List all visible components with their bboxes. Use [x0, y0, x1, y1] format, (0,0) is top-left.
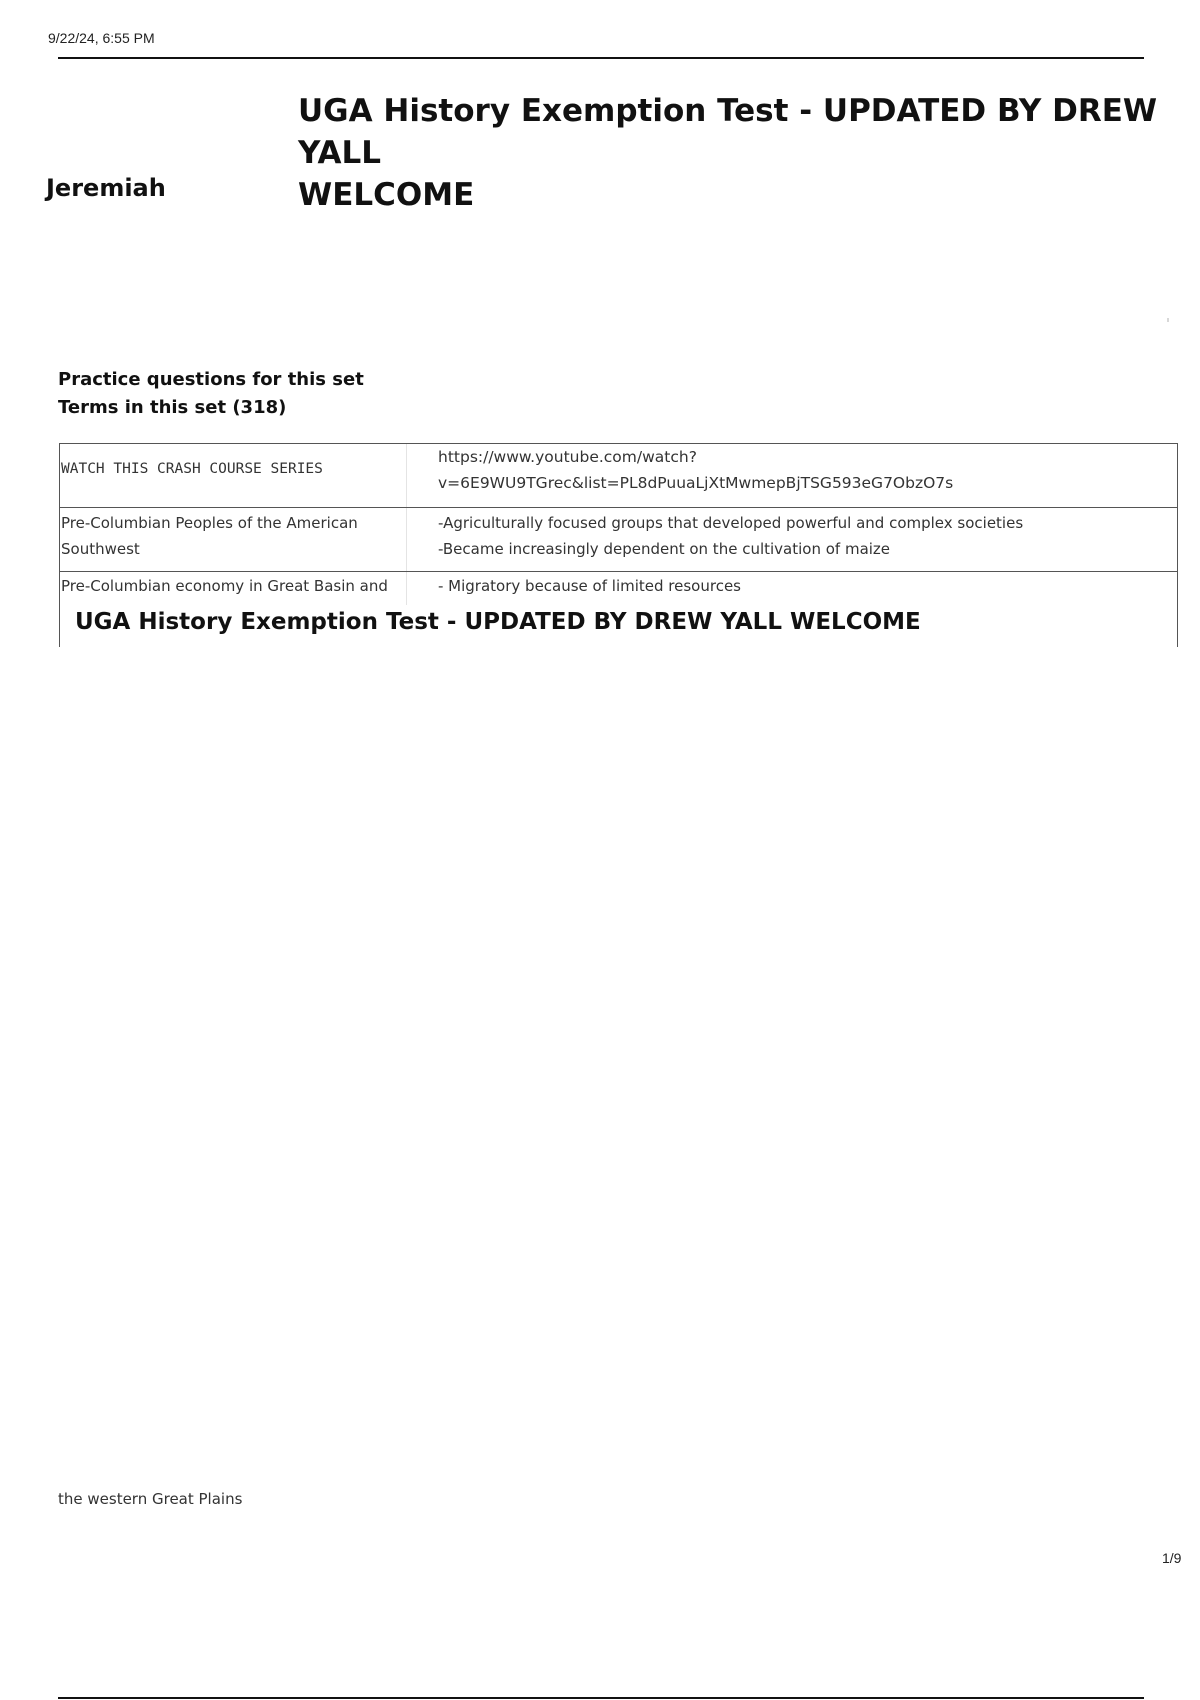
definition-cell [407, 572, 1177, 605]
repeated-page-title: UGA History Exemption Test - UPDATED BY DREW YALL WELCOME [75, 609, 921, 635]
table-row [60, 507, 1177, 571]
definition-link-line[interactable]: https://www.youtube.com/watch? [438, 448, 697, 466]
table-row [60, 571, 1177, 605]
definition-cell [407, 508, 1177, 571]
bottom-divider [58, 1697, 1144, 1699]
practice-questions-heading[interactable]: Practice questions for this set [58, 369, 364, 390]
definition-text: -Agriculturally focused groups that developed powerful and complex societies [438, 514, 1024, 532]
term-cell [60, 444, 407, 507]
term-text: Southwest [61, 540, 140, 558]
page-number: 1/9 [1162, 1550, 1182, 1566]
terms-table [59, 443, 1178, 647]
definition-link-line[interactable]: v=6E9WU9TGrec&list=PL8dPuuaLjXtMwmepBjTSG593eG7ObzO7s [438, 474, 954, 492]
definition-cell[interactable] [407, 444, 1177, 507]
continued-term-text: the western Great Plains [58, 1490, 243, 1508]
author-name: Jeremiah [46, 174, 166, 202]
term-text: WATCH THIS CRASH COURSE SERIES [61, 461, 323, 477]
title-line-1: UGA History Exemption Test - UPDATED BY DREW YALL [298, 93, 1158, 171]
document-title [298, 90, 1158, 216]
definition-text: - Migratory because of limited resources [438, 577, 741, 595]
title-line-2: WELCOME [298, 177, 475, 213]
term-text: Pre-Columbian Peoples of the American [61, 514, 358, 532]
terms-count-heading: Terms in this set (318) [58, 397, 287, 418]
print-timestamp: 9/22/24, 6:55 PM [48, 30, 155, 46]
decorative-mark [1167, 318, 1169, 322]
term-cell [60, 572, 407, 605]
top-divider [58, 57, 1144, 59]
term-cell [60, 508, 407, 571]
definition-text: -Became increasingly dependent on the cultivation of maize [438, 540, 891, 558]
table-row [60, 443, 1177, 507]
term-text: Pre-Columbian economy in Great Basin and [61, 577, 388, 595]
